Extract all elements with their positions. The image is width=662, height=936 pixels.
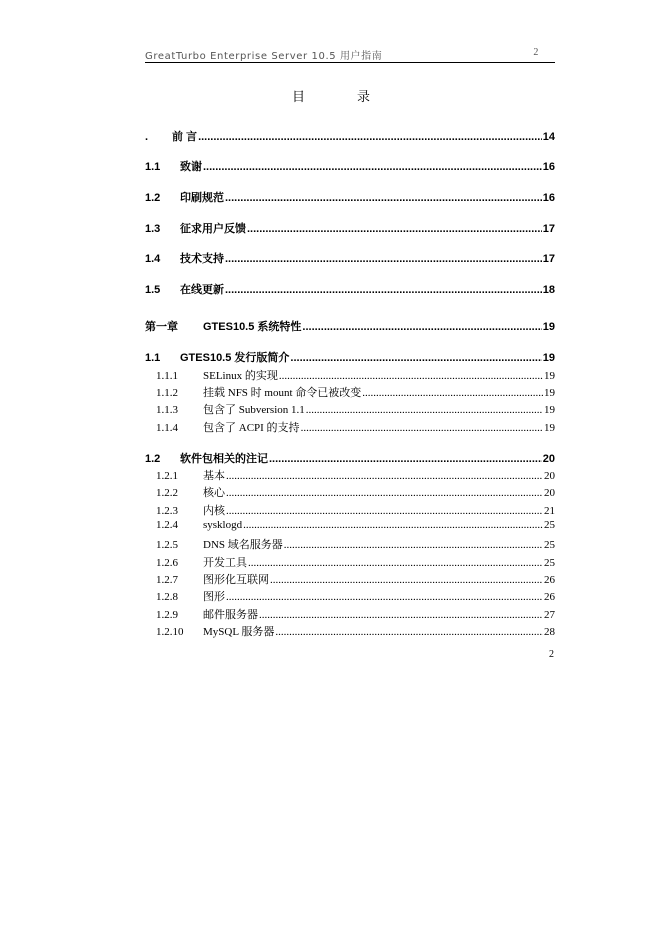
toc-entry-number: 1.2.6 [156, 557, 178, 569]
toc-leader-dots [302, 321, 541, 333]
toc-entry[interactable] [145, 554, 555, 570]
toc-entry-page: 20 [544, 470, 555, 482]
toc-entry-number: 1.1.4 [156, 422, 178, 434]
toc-entry-label: 开发工具 [203, 557, 247, 569]
toc-entry-page: 26 [544, 591, 555, 603]
toc-entry-number: 1.2.9 [156, 609, 178, 621]
toc-title-char-1: 目 [291, 90, 305, 105]
toc-entry-page: 21 [544, 505, 555, 517]
toc-entry-page: 17 [542, 223, 555, 235]
toc-leader-dots [248, 557, 543, 569]
toc-entry[interactable] [145, 588, 555, 604]
header-page-number: 2 [533, 47, 539, 58]
toc-leader-dots [225, 192, 542, 204]
toc-entry-number: 1.2.5 [156, 539, 178, 551]
toc-entry-label: 图形化互联网 [203, 574, 269, 586]
toc-entry-page: 25 [544, 557, 555, 569]
toc-entry-label: GTES10.5 系统特性 [203, 321, 302, 333]
toc-entry-page: 20 [542, 453, 555, 465]
toc-entry[interactable] [145, 250, 555, 266]
toc-entry-label: 挂载 NFS 时 mount 命令已被改变 [203, 387, 362, 399]
toc-entry-number: 1.1.3 [156, 404, 178, 416]
toc-leader-dots [362, 387, 543, 399]
toc-entry-number: 1.2.7 [156, 574, 178, 586]
toc-entry[interactable] [145, 502, 555, 518]
toc-entry-number: 1.2.4 [156, 519, 178, 531]
toc-leader-dots [270, 574, 543, 586]
toc-entry[interactable] [145, 367, 555, 383]
toc-entry-page: 16 [542, 161, 555, 173]
toc-leader-dots [203, 161, 542, 173]
toc-leader-dots [226, 591, 543, 603]
toc-leader-dots [226, 505, 543, 517]
toc-leader-dots [225, 253, 542, 265]
toc-entry-page: 19 [544, 387, 555, 399]
toc-leader-dots [225, 284, 542, 296]
toc-entry-page: 20 [544, 487, 555, 499]
toc-entry[interactable] [145, 401, 555, 417]
footer-page-number: 2 [549, 649, 554, 660]
toc-leader-dots [279, 370, 543, 382]
toc-entry[interactable] [145, 419, 555, 435]
toc-entry[interactable] [145, 349, 555, 365]
toc-entry-number: 1.2.8 [156, 591, 178, 603]
toc-entry-page: 28 [544, 626, 555, 638]
toc-entry-label: 致谢 [180, 161, 202, 173]
toc-title-char-2: 录 [357, 90, 371, 105]
toc-entry-number: 1.2 [145, 192, 161, 204]
toc-leader-dots [301, 422, 543, 434]
toc-leader-dots [290, 352, 541, 364]
toc-entry[interactable] [145, 519, 555, 531]
toc-leader-dots [247, 223, 542, 235]
toc-entry-label: 邮件服务器 [203, 609, 258, 621]
toc-entry[interactable] [145, 220, 555, 236]
toc-entry-number: 1.2.10 [156, 626, 184, 638]
toc-leader-dots [284, 539, 543, 551]
toc-entry[interactable] [145, 623, 555, 639]
toc-entry-label: 基本 [203, 470, 225, 482]
toc-entry-label: DNS 域名服务器 [203, 539, 283, 551]
toc-leader-dots [259, 609, 543, 621]
toc-entry-number: . [145, 131, 149, 143]
toc-leader-dots [306, 404, 543, 416]
toc-entry-label: 技术支持 [180, 253, 224, 265]
toc-entry-page: 19 [544, 404, 555, 416]
header-title: GreatTurbo Enterprise Server 10.5 用户指南 [145, 51, 383, 62]
toc-entry-page: 19 [544, 370, 555, 382]
toc-entry-page: 25 [544, 519, 555, 531]
toc-leader-dots [243, 519, 543, 531]
toc-entry-number: 1.1.1 [156, 370, 178, 382]
toc-entry-label: 包含了 Subversion 1.1 [203, 404, 305, 416]
toc-entry-number: 1.2 [145, 453, 161, 465]
toc-entry-label: 征求用户反馈 [180, 223, 246, 235]
toc-entry-label: 核心 [203, 487, 225, 499]
toc-entry-number: 1.2.1 [156, 470, 178, 482]
toc-entry-number: 1.2.3 [156, 505, 178, 517]
toc-entry-number: 1.2.2 [156, 487, 178, 499]
toc-entry[interactable] [145, 571, 555, 587]
toc-entry-page: 19 [542, 321, 555, 333]
page-header [145, 46, 555, 63]
toc-entry[interactable] [145, 384, 555, 400]
toc-entry[interactable] [145, 281, 555, 297]
toc-entry-number: 1.3 [145, 223, 161, 235]
toc-entry-number: 1.1 [145, 161, 161, 173]
toc-entry-label: 前 言 [172, 131, 198, 143]
toc-entry[interactable] [145, 189, 555, 205]
toc-entry[interactable] [145, 158, 555, 174]
toc-entry-number: 1.4 [145, 253, 161, 265]
toc-entry-label: SELinux 的实现 [203, 370, 278, 382]
toc-entry-page: 16 [542, 192, 555, 204]
toc-entry-label: 图形 [203, 591, 225, 603]
toc-entry[interactable] [145, 484, 555, 500]
toc-entry-page: 25 [544, 539, 555, 551]
toc-entry[interactable] [145, 606, 555, 622]
toc-entry-page: 14 [542, 131, 555, 143]
toc-entry-page: 19 [542, 352, 555, 364]
toc-entry-page: 27 [544, 609, 555, 621]
toc-leader-dots [275, 626, 543, 638]
toc-leader-dots [226, 487, 543, 499]
toc-entry[interactable] [145, 536, 555, 552]
toc-entry-number: 1.1 [145, 352, 161, 364]
toc-entry[interactable] [145, 450, 555, 466]
toc-entry-number: 1.1.2 [156, 387, 178, 399]
toc-entry[interactable] [145, 318, 555, 334]
toc-leader-dots [226, 470, 543, 482]
toc-entry-label: GTES10.5 发行版简介 [180, 352, 290, 364]
toc-entry[interactable] [145, 128, 555, 144]
toc-entry-number: 第一章 [145, 321, 178, 333]
toc-entry-label: 印刷规范 [180, 192, 224, 204]
toc-entry-label: sysklogd [203, 519, 243, 531]
toc-entry-page: 18 [542, 284, 555, 296]
toc-entry-label: MySQL 服务器 [203, 626, 275, 638]
toc-entry-page: 19 [544, 422, 555, 434]
toc-entry-number: 1.5 [145, 284, 161, 296]
toc-entry-label: 软件包相关的注记 [180, 453, 268, 465]
toc-title [0, 86, 662, 105]
toc-entry-page: 26 [544, 574, 555, 586]
toc-entry-label: 内核 [203, 505, 225, 517]
toc-entry[interactable] [145, 467, 555, 483]
toc-entry-page: 17 [542, 253, 555, 265]
toc-entry-label: 包含了 ACPI 的支持 [203, 422, 300, 434]
toc-leader-dots [198, 131, 542, 143]
toc-entry-label: 在线更新 [180, 284, 224, 296]
toc-leader-dots [269, 453, 542, 465]
